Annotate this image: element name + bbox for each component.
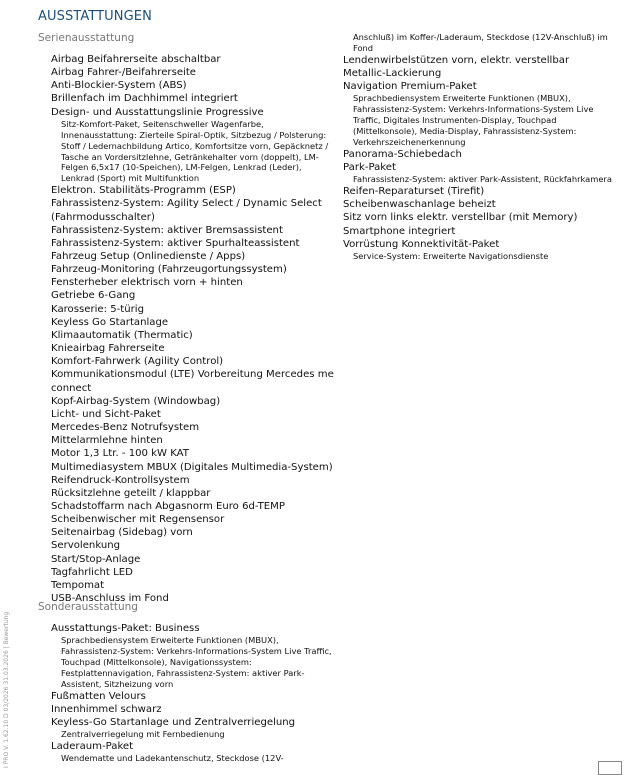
corner-frame-icon xyxy=(598,761,622,775)
equipment-detail: Zentralverriegelung mit Fernbedienung xyxy=(61,729,225,740)
equipment-item: Fahrzeug Setup (Onlinedienste / Apps) xyxy=(51,251,246,262)
page-title: AUSSTATTUNGEN xyxy=(38,9,152,24)
equipment-item: Seitenairbag (Sidebag) vorn xyxy=(51,527,193,539)
equipment-detail: Anschluß) im Koffer-/Laderaum, Steckdose (12V-Anschluß) im Fond xyxy=(353,32,608,53)
equipment-item: Sitz vorn links elektr. verstellbar (mit Memory) xyxy=(343,212,578,224)
equipment-item: USB-Anschluss im Fond xyxy=(51,593,169,605)
equipment-item: Mercedes-Benz Notrufsystem xyxy=(51,422,200,434)
equipment-item: Innenhimmel schwarz xyxy=(51,703,162,715)
equipment-detail: Fahrassistenz-System: aktiver Park-Assistent, Rückfahrkamera xyxy=(353,174,612,185)
equipment-item: Ausstattungs-Paket: Business xyxy=(51,623,200,634)
equipment-item: Klimaautomatik (Thermatic) xyxy=(51,329,193,341)
equipment-item: Motor 1,3 Ltr. - 100 kW KAT xyxy=(51,448,189,460)
equipment-detail: Wendematte und Ladekantenschutz, Steckdose (12V- xyxy=(61,753,284,764)
equipment-item: Tagfahrlicht LED xyxy=(51,566,133,578)
section-heading-sonderausstattung: Sonderausstattung xyxy=(38,601,138,613)
equipment-item: Getriebe 6-Gang xyxy=(51,290,136,302)
equipment-item: Keyless Go Startanlage xyxy=(51,316,169,328)
equipment-item: Metallic-Lackierung xyxy=(343,67,442,79)
equipment-item: Servolenkung xyxy=(51,540,121,552)
equipment-item: Kopf-Airbag-System (Windowbag) xyxy=(51,395,221,407)
equipment-item: Fahrassistenz-System: aktiver Spurhalteassistent xyxy=(51,237,300,249)
equipment-item: Fensterheber elektrisch vorn + hinten xyxy=(51,277,243,289)
equipment-item: Design- und Ausstattungslinie Progressive xyxy=(51,106,264,118)
equipment-item: Knieairbag Fahrerseite xyxy=(51,343,165,355)
equipment-item: Fußmatten Velours xyxy=(51,690,146,702)
equipment-item: Scheibenwischer mit Regensensor xyxy=(51,514,225,526)
equipment-item: Vorrüstung Konnektivität-Paket xyxy=(343,238,500,250)
equipment-item: Schadstoffarm nach Abgasnorm Euro 6d-TEMP xyxy=(51,500,285,512)
equipment-item: Brillenfach im Dachhimmel integriert xyxy=(51,93,238,105)
equipment-item: Karosserie: 5-türig xyxy=(51,303,145,315)
equipment-list-sonder xyxy=(51,622,336,764)
section-heading-serienausstattung: Serienausstattung xyxy=(38,32,135,44)
equipment-item: Scheibenwaschanlage beheizt xyxy=(343,199,496,211)
equipment-item: Panorama-Schiebedach xyxy=(343,148,462,160)
equipment-item: Multimediasystem MBUX (Digitales Multimedia-System) xyxy=(51,461,333,473)
equipment-item: Fahrzeug-Monitoring (Fahrzeugortungssystem) xyxy=(51,264,287,276)
equipment-item: Fahrassistenz-System: Agility Select / Dynamic Select (Fahrmodusschalter) xyxy=(51,198,322,223)
equipment-item: Park-Paket xyxy=(343,161,396,173)
equipment-item: Lendenwirbelstützen vorn, elektr. verstellbar xyxy=(343,54,570,66)
equipment-item: Keyless-Go Startanlage und Zentralverriegelung xyxy=(51,717,296,728)
equipment-item: Airbag Fahrer-/Beifahrerseite xyxy=(51,67,197,79)
equipment-list-continued xyxy=(343,32,613,262)
equipment-item: Mittelarmlehne hinten xyxy=(51,435,163,447)
equipment-detail: Sitz-Komfort-Paket, Seitenschweller Wagenfarbe, Innenausstattung: Zierteile Spiral-Optik, Sitzbezug / Polsterung: Stoff / Ledernachbildung Artico, Komfortsitze vorn, Gepäcknetz / Tasche an Vordersitzlehne, Getränkehalter vorn (doppelt), LM-Felgen 6,5x17 (10-Speichen), LM-Felgen, Lenkrad (Leder), Lenkrad (Sport) mit Multifunktion xyxy=(61,118,329,184)
equipment-item: Elektron. Stabilitäts-Programm (ESP) xyxy=(51,185,236,197)
equipment-item: Navigation Premium-Paket xyxy=(343,81,477,93)
equipment-item: Komfort-Fahrwerk (Agility Control) xyxy=(51,356,224,368)
equipment-item: Reifendruck-Kontrollsystem xyxy=(51,474,190,486)
equipment-item: Kommunikationsmodul (LTE) Vorbereitung Mercedes me connect xyxy=(51,369,334,394)
equipment-item: Licht- und Sicht-Paket xyxy=(51,408,161,420)
vertical-version-stamp: I PRO V. 1.62.10 D 03/2026 31.03.2026 | Bewertung xyxy=(3,611,10,768)
equipment-detail: Sprachbediensystem Erweiterte Funktionen (MBUX), Fahrassistenz-System: Verkehrs-Informations-System Live Traffic, Digitales Instrumenten-Display, Touchpad (Mittelkonsole), Media-Display, Fahrassistenz-System: Verkehrszeichenerkennung xyxy=(353,93,594,147)
equipment-detail: Service-System: Erweiterte Navigationsdienste xyxy=(353,250,549,261)
equipment-item: Fahrassistenz-System: aktiver Bremsassistent xyxy=(51,224,283,236)
equipment-item: Rücksitzlehne geteilt / klappbar xyxy=(51,487,211,499)
equipment-item: Anti-Blockier-System (ABS) xyxy=(51,80,187,92)
equipment-item: Laderaum-Paket xyxy=(51,741,134,753)
equipment-item: Smartphone integriert xyxy=(343,225,456,237)
equipment-detail: Sprachbediensystem Erweiterte Funktionen (MBUX), Fahrassistenz-System: Verkehrs-Informations-System Live Traffic, Touchpad (Mittelkonsole), Navigationssystem: Festplattennavigation, Fahrassistenz-System: aktiver Park-Assistent, Sitzheizung vorn xyxy=(61,635,332,689)
equipment-item: Start/Stop-Anlage xyxy=(51,553,141,565)
equipment-list-serien xyxy=(51,53,336,605)
equipment-item: Tempomat xyxy=(51,579,105,591)
equipment-item: Reifen-Reparaturset (Tirefit) xyxy=(343,186,485,198)
equipment-item: Airbag Beifahrerseite abschaltbar xyxy=(51,54,221,65)
